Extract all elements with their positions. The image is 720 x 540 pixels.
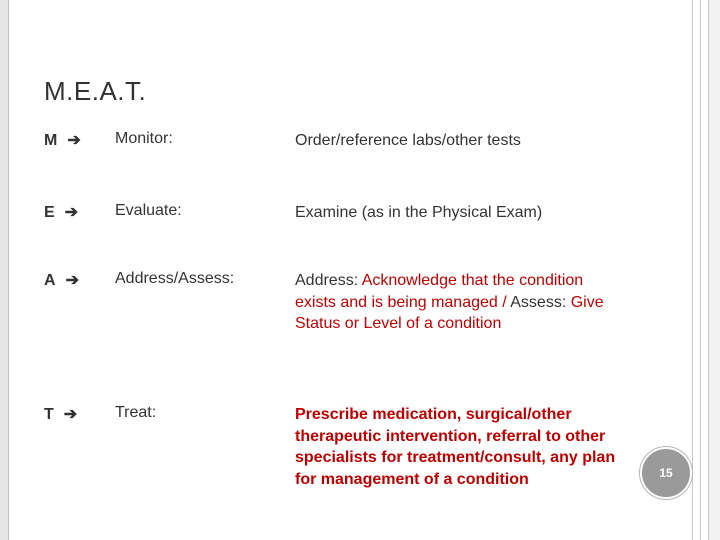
row-term: Address/Assess:	[115, 270, 235, 287]
assess-label: Assess:	[510, 293, 567, 311]
right-arrow-icon: ➔	[63, 406, 78, 423]
row-description	[295, 270, 625, 335]
row-letter	[44, 404, 77, 424]
row-letter	[44, 130, 81, 150]
slide-title: M.E.A.T.	[44, 76, 147, 106]
row-letter-text: T	[44, 406, 54, 423]
slide-frame-right-line-3	[708, 0, 709, 540]
right-arrow-icon: ➔	[64, 204, 79, 221]
address-text: Acknowledge that the condition exists and is being managed /	[295, 272, 584, 311]
assess-text: Give Status or Level of a condition	[295, 293, 604, 332]
row-letter-text: A	[44, 272, 56, 289]
slide-frame-right-line-2	[700, 0, 701, 540]
slide-frame-right-band	[708, 0, 720, 540]
row-letter-text: M	[44, 132, 58, 149]
slide-frame-right-line-1	[692, 0, 693, 540]
address-label: Address:	[295, 272, 359, 289]
slide-frame-left	[0, 0, 8, 540]
row-description: Prescribe medication, surgical/other therapeutic intervention, referral to other specialists for treatment/consult, any plan for management of a condition	[295, 406, 616, 488]
row-letter	[44, 270, 79, 290]
row-term: Monitor:	[115, 130, 173, 147]
row-letter-text: E	[44, 204, 55, 221]
right-arrow-icon: ➔	[67, 132, 81, 149]
row-term: Evaluate:	[115, 202, 182, 219]
page-number-badge: 15	[640, 447, 692, 499]
row-description: Examine (as in the Physical Exam)	[295, 204, 543, 221]
row-letter	[44, 202, 78, 222]
right-arrow-icon: ➔	[65, 272, 79, 289]
row-term: Treat:	[115, 404, 157, 421]
row-description: Order/reference labs/other tests	[295, 132, 521, 149]
